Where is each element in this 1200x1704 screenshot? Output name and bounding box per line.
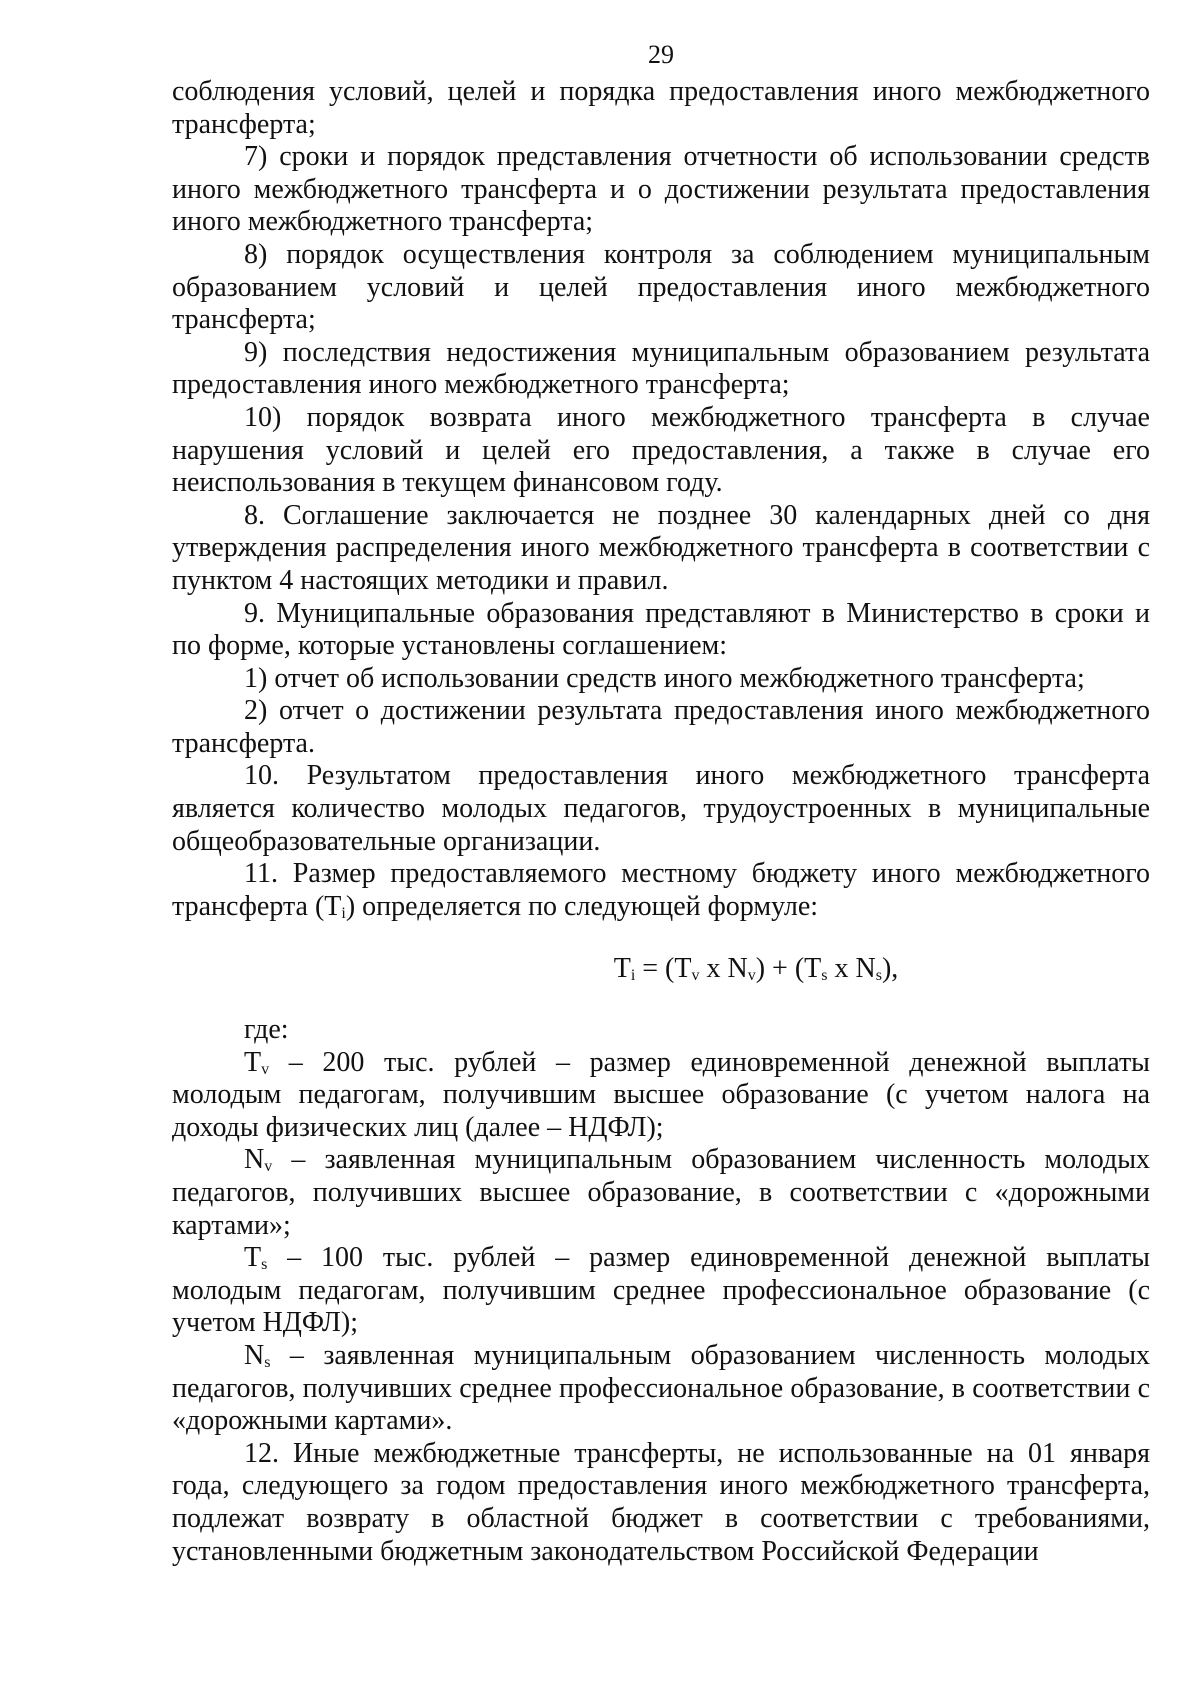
formula-part: ), [881, 953, 899, 985]
symbol: N [244, 1339, 265, 1371]
symbol: T [244, 1046, 262, 1078]
definition-ts [172, 1242, 1150, 1340]
list-item-10: 10) порядок возврата иного межбюджетного трансферта в случае нарушения условий и целей его предоставления, а также в случае его неиспользования в текущем финансовом году. [172, 401, 1150, 499]
definition-tv [172, 1047, 1150, 1145]
clause-10: 10. Результатом предоставления иного межбюджетного трансферта является количество молодых педагогов, трудоустроенных в муниципальные общеобразовательные организации. [172, 760, 1150, 857]
clause-11 [172, 858, 1150, 923]
formula-part: x N [827, 953, 876, 985]
formula-sub: v [691, 967, 700, 985]
formula-part: ) + (T [755, 953, 822, 985]
formula-sub: s [875, 967, 882, 985]
list-item-9: 9) последствия недостижения муниципальным образованием результата предоставления иного межбюджетного трансферта; [172, 336, 1150, 401]
symbol-sub: s [261, 1256, 268, 1274]
clause-12: 12. Иные межбюджетные трансферты, не использованные на 01 января года, следующего за годом предоставления иного межбюджетного трансферта, подлежат возврату в областной бюджет в соответствии с требованиями, установленными бюджетным законодательством Российской Федерации [172, 1437, 1150, 1567]
formula-part: = (T [635, 953, 692, 985]
formula-part: T [613, 953, 631, 985]
symbol-sub: s [264, 1353, 271, 1371]
clause-11-text-end: ) определяется по следующей формуле: [345, 890, 819, 922]
document-page [172, 40, 1150, 1568]
subscript-i: i [341, 904, 346, 922]
formula-part: x N [699, 953, 748, 985]
list-item-8: 8) порядок осуществления контроля за соблюдением муниципальным образованием условий и целей предоставления иного межбюджетного трансферта; [172, 238, 1150, 336]
definition-nv [172, 1144, 1150, 1242]
definition-text: – заявленная муниципальным образованием численность молодых педагогов, получивших высшее образование, в соответствии с «дорожными картами»; [172, 1144, 1150, 1241]
clause-8: 8. Соглашение заключается не позднее 30 календарных дней со дня утверждения распределения иного межбюджетного трансферта в соответствии с пунктом 4 настоящих методики и правил. [172, 499, 1150, 596]
report-item-1: 1) отчет об использовании средств иного межбюджетного трансферта; [244, 662, 1085, 694]
symbol: N [244, 1144, 265, 1176]
definition-text: – 200 тыс. рублей – размер единовременной денежной выплаты молодым педагогам, получившим высшее образование (с учетом налога на доходы физических лиц (далее – НДФЛ); [172, 1046, 1150, 1143]
formula-sub: i [630, 967, 636, 985]
list-item-7: 7) сроки и порядок представления отчетности об использовании средств иного межбюджетного трансферта и о достижении результата предоставления иного межбюджетного трансферта; [172, 141, 1150, 238]
definition-text: – заявленная муниципальным образованием численность молодых педагогов, получивших среднее профессиональное образование, в соответствии с «дорожными картами». [172, 1339, 1150, 1437]
symbol-sub: v [264, 1158, 273, 1176]
report-item-2: 2) отчет о достижении результата предоставления иного межбюджетного трансферта. [172, 695, 1150, 759]
formula-sub: s [821, 967, 828, 985]
paragraph-continuation: соблюдения условий, целей и порядка предоставления иного межбюджетного трансферта; [172, 76, 1150, 140]
transfer-formula [172, 953, 1150, 986]
where-label: где: [244, 1014, 289, 1046]
formula-sub: v [747, 967, 756, 985]
symbol-sub: v [261, 1060, 270, 1078]
clause-11-text-start: 11. Размер предоставляемого местному бюджету иного межбюджетного трансферта (T [172, 858, 1150, 922]
clause-9: 9. Муниципальные образования представляют в Министерство в сроки и по форме, которые установлены соглашением: [172, 597, 1150, 662]
page-number: 29 [648, 40, 674, 69]
symbol: T [244, 1242, 262, 1274]
definition-ns [172, 1340, 1150, 1438]
definition-text: – 100 тыс. рублей – размер единовременной денежной выплаты молодым педагогам, получившим среднее профессиональное образование (с учетом НДФЛ); [172, 1242, 1150, 1339]
